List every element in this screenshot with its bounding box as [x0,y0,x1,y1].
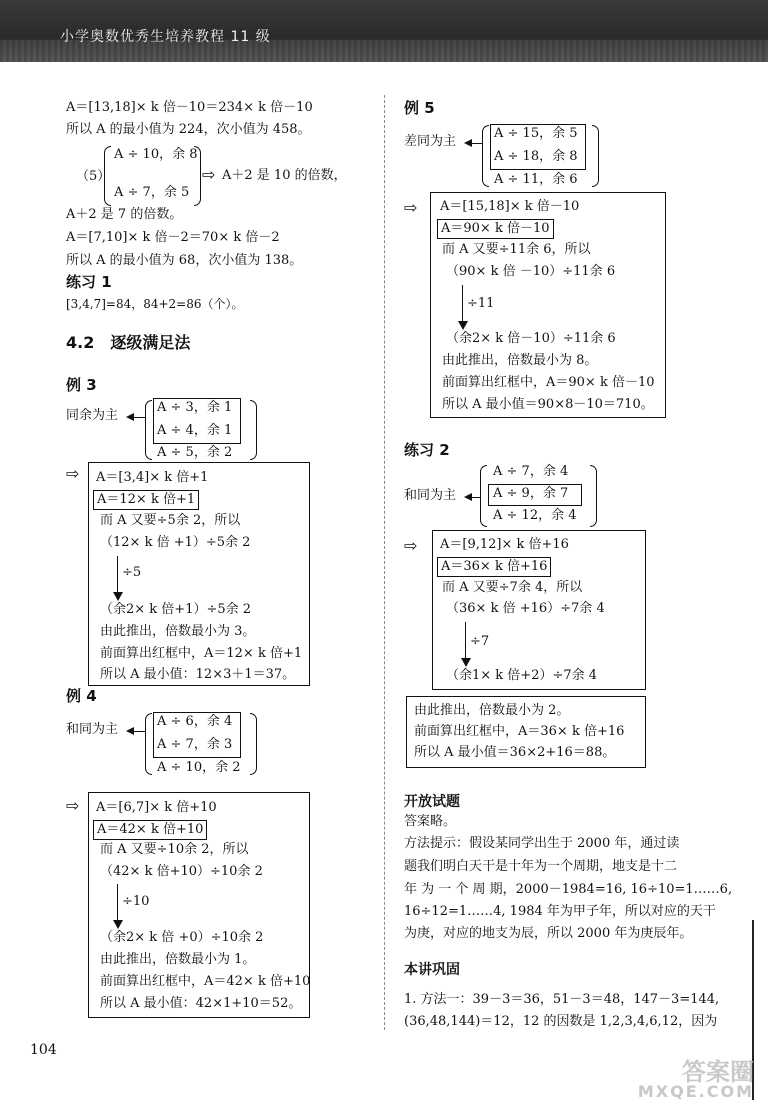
ex2-condition-1: A ÷ 7，余 4 [493,464,569,479]
ex4-step-5: （余2× k 倍 +0）÷10余 2 [100,930,264,945]
page-header [0,0,768,62]
ex4-lead: 和同为主 [66,722,119,737]
ex5-divisor: ÷11 [467,296,495,311]
ex2-step-7: 前面算出红框中，A＝36× k 倍+16 [414,724,625,739]
ex3-lead: 同余为主 [66,408,119,423]
ex3-condition-3: A ÷ 5，余 2 [157,445,233,460]
open-hint-line-1: 方法提示：假设某同学出生于 2000 年，通过读 [404,836,680,851]
ex4-step-8: 所以 A 最小值：42×1+10＝52。 [100,996,302,1011]
ex2-step-6: 由此推出，倍数最小为 2。 [414,703,570,718]
ex4-condition-2: A ÷ 7，余 3 [157,737,233,752]
ex2-brace-left [480,465,487,527]
q5-brace-right [194,146,201,206]
ex3-step-4: （12× k 倍 +1）÷5余 2 [100,535,251,550]
ex3-step-7: 前面算出红框中，A＝12× k 倍+1 [100,646,303,661]
ex3-brace-left [145,400,152,460]
ex5-left-arrow-icon [466,143,482,144]
review-line-2: (36,48,144)＝12，12 的因数是 1,2,3,4,6,12，因为 [404,1014,718,1029]
ex5-step-2-boxed: A＝90× k 倍－10 [437,219,554,239]
ex3-condition-2: A ÷ 4，余 1 [157,423,233,438]
ex5-condition-3: A ÷ 11，余 6 [494,172,578,187]
ex2-brace-right [590,465,597,527]
ex2-divisor: ÷7 [470,634,490,649]
ex5-step-7: 前面算出红框中，A＝90× k 倍－10 [442,375,655,390]
exercise-1-title: 练习 1 [66,273,112,291]
open-hint-line-3: 年 为 一 个 周 期，2000－1984=16, 16÷10=1……6, [404,882,733,897]
ex3-down-line [117,556,118,594]
ex4-step-2-boxed: A＝42× k 倍+10 [93,820,207,840]
ex4-condition-3: A ÷ 10，余 2 [157,760,241,775]
ex5-step-1: A＝[15,18]× k 倍－10 [440,199,580,214]
page-number: 104 [30,1042,57,1058]
ex2-step-4: （36× k 倍 +16）÷7余 4 [446,601,605,616]
ex4-step-3: 而 A 又要÷10余 2，所以 [100,842,249,857]
implies-arrow-icon: ⇨ [202,165,216,184]
ex4-brace-left [145,713,152,775]
ex2-implies-icon: ⇨ [404,536,418,555]
ex2-step-3: 而 A 又要÷7余 4，所以 [442,580,583,595]
ex3-step-8: 所以 A 最小值：12×3＋1＝37。 [100,667,296,682]
ex5-step-3: 而 A 又要÷11余 6，所以 [442,242,591,257]
review-line-1: 1. 方法一：39－3＝36，51－3＝48，147－3=144, [404,992,720,1007]
ex4-step-4: （42× k 倍+10）÷10余 2 [100,864,263,879]
left-line-1: A＝[13,18]× k 倍－10＝234× k 倍－10 [66,100,313,115]
book-title: 小学奥数优秀生培养教程 11 级 [60,29,271,45]
exercise-1-text: [3,4,7]=84，84+2=86（个）。 [66,297,244,311]
ex2-condition-2: A ÷ 9，余 7 [493,486,569,501]
q5-tail: A＋2 是 10 的倍数， [222,168,347,183]
ex5-step-6: 由此推出，倍数最小为 8。 [442,353,598,368]
ex3-divisor: ÷5 [122,565,142,580]
ex5-lead: 差同为主 [404,134,457,149]
ex5-brace-right [592,125,599,187]
ex2-step-5: （余1× k 倍+2）÷7余 4 [446,668,598,683]
open-hint-line-5: 为庚，对应的地支为辰，所以 2000 年为庚辰年。 [404,926,693,941]
q5-line-2: A＝[7,10]× k 倍－2＝70× k 倍－2 [66,230,280,245]
ex2-step-1: A＝[9,12]× k 倍+16 [440,537,569,552]
exercise-2-title: 练习 2 [404,441,450,459]
ex4-implies-icon: ⇨ [66,796,80,815]
watermark-url: MXQE.COM [637,1082,754,1101]
ex5-brace-left [482,125,489,187]
ex4-condition-1: A ÷ 6，余 4 [157,714,233,729]
ex3-step-5: （余2× k 倍+1）÷5余 2 [100,602,252,617]
example-3-title: 例 3 [66,376,97,394]
section-title: 4.2 逐级满足法 [66,333,191,352]
example-4-title: 例 4 [66,687,97,705]
ex4-step-1: A＝[6,7]× k 倍+10 [96,800,217,815]
ex4-step-7: 前面算出红框中，A＝42× k 倍+10 [100,974,311,989]
q5-line-1: A＋2 是 7 的倍数。 [66,207,183,222]
q5-brace-left [104,146,111,206]
ex2-down-line [465,622,466,660]
ex5-down-line [462,285,463,323]
q5-condition-1: A ÷ 10，余 8 [114,147,198,162]
ex5-step-4: （90× k 倍 －10）÷11余 6 [446,264,616,279]
open-hint-line-2: 题我们明白天干是十年为一个周期，地支是十二 [404,859,678,874]
ex3-condition-1: A ÷ 3，余 1 [157,400,233,415]
example-5-title: 例 5 [404,99,435,117]
ex5-condition-2: A ÷ 18，余 8 [494,149,578,164]
open-answer: 答案略。 [404,814,457,829]
ex5-condition-1: A ÷ 15，余 5 [494,126,578,141]
review-title: 本讲巩固 [404,962,460,978]
ex2-step-8: 所以 A 最小值＝36×2+16＝88。 [414,745,616,760]
ex3-left-arrow-icon [128,417,146,418]
q5-condition-2: A ÷ 7，余 5 [114,185,190,200]
ex5-step-5: （余2× k 倍－10）÷11余 6 [446,331,616,346]
ex3-step-3: 而 A 又要÷5余 2，所以 [100,513,241,528]
ex2-condition-3: A ÷ 12，余 4 [493,508,577,523]
ex2-lead: 和同为主 [404,488,457,503]
ex2-left-arrow-icon [466,497,480,498]
ex2-step-2-boxed: A＝36× k 倍+16 [437,557,551,577]
q5-label: （5） [76,169,111,184]
ex3-step-2-boxed: A＝12× k 倍+1 [93,490,199,510]
ex4-step-6: 由此推出，倍数最小为 1。 [100,952,256,967]
q5-line-3: 所以 A 的最小值为 68，次小值为 138。 [66,253,303,268]
open-hint-line-4: 16÷12=1……4, 1984 年为甲子年，所以对应的天干 [404,904,716,919]
ex4-down-line [117,884,118,922]
ex4-brace-right [250,713,257,775]
column-divider [384,95,385,1030]
ex5-implies-icon: ⇨ [404,198,418,217]
ex3-step-6: 由此推出，倍数最小为 3。 [100,624,256,639]
watermark-logo: 答案圈 [682,1058,754,1086]
ex3-implies-icon: ⇨ [66,464,80,483]
open-question-title: 开放试题 [404,794,460,810]
ex4-left-arrow-icon [128,731,146,732]
ex3-step-1: A＝[3,4]× k 倍+1 [96,470,209,485]
ex3-brace-right [250,400,257,460]
left-line-2: 所以 A 的最小值为 224，次小值为 458。 [66,122,311,137]
ex4-divisor: ÷10 [122,894,150,909]
ex5-step-8: 所以 A 最小值＝90×8－10＝710。 [442,397,654,412]
